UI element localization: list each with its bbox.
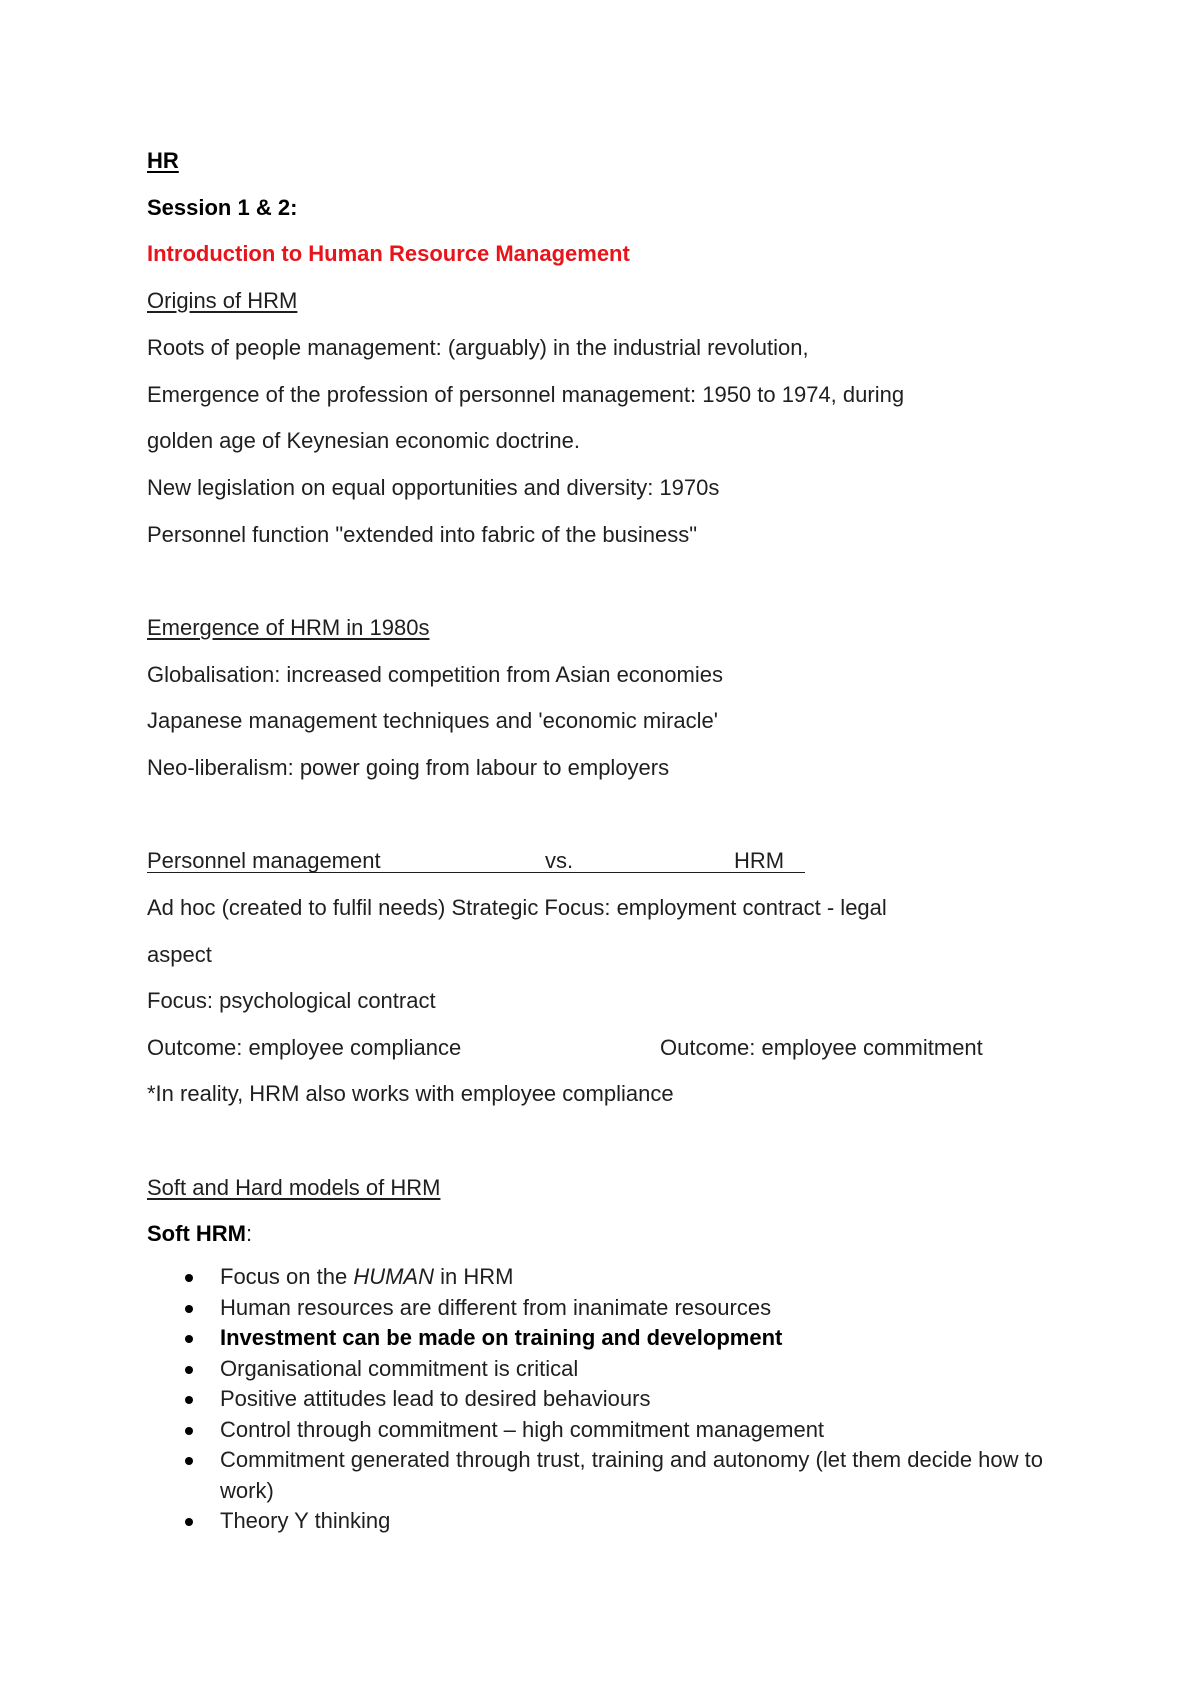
bullet-icon [185,1518,193,1526]
list-item [147,1293,1087,1324]
origins-line-1: Roots of people management: (arguably) in the industrial revolution, [147,335,809,360]
bullet-icon [185,1274,193,1282]
emergence-heading: Emergence of HRM in 1980s [147,615,430,640]
comparison-note: *In reality, HRM also works with employee compliance [147,1081,674,1106]
bullet-text-2: Human resources are different from inanimate resources [220,1294,772,1320]
list-item [147,1323,1087,1354]
list-item [147,1445,1087,1506]
bullet-text-6: Control through commitment – high commitment management [220,1416,825,1442]
bullet-text-1a: Focus on the [220,1264,354,1289]
emergence-line-1: Globalisation: increased competition from Asian economies [147,662,723,687]
comparison-line-3: Focus: psychological contract [147,988,436,1013]
soft-hrm-label-row [147,1221,252,1247]
list-item [147,1354,1087,1385]
bullet-icon [185,1457,193,1465]
bullet-icon [185,1335,193,1343]
origins-line-3: golden age of Keynesian economic doctrine. [147,428,580,453]
origins-heading: Origins of HRM [147,288,298,313]
origins-line-4: New legislation on equal opportunities and diversity: 1970s [147,475,720,500]
bullet-icon [185,1366,193,1374]
session-heading: Session 1 & 2: [147,195,298,220]
outcome-compliance: Outcome: employee compliance [147,1035,462,1060]
bullet-icon [185,1305,193,1313]
outcome-commitment: Outcome: employee commitment [660,1035,983,1060]
list-item [147,1262,1087,1293]
doc-title: HR [147,148,179,173]
bullet-text-4: Organisational commitment is critical [220,1355,579,1381]
soft-hrm-list [147,1262,1087,1537]
soft-hrm-colon: : [245,1221,253,1246]
comparison-line-2: aspect [147,942,212,967]
comparison-line-1: Ad hoc (created to fulfil needs) Strategic Focus: employment contract - legal [147,895,887,920]
bullet-icon [185,1396,193,1404]
emergence-line-2: Japanese management techniques and 'economic miracle' [147,708,718,733]
topic-heading: Introduction to Human Resource Management [147,241,630,266]
bullet-icon [185,1427,193,1435]
origins-line-5: Personnel function "extended into fabric of the business" [147,522,698,547]
list-item [147,1415,1087,1446]
models-heading: Soft and Hard models of HRM [147,1175,441,1200]
emergence-line-3: Neo-liberalism: power going from labour to employers [147,755,670,780]
personnel-management-heading: Personnel management [147,848,381,873]
vs-label: vs. [545,848,574,873]
hrm-heading: HRM [734,848,785,873]
bullet-text-5: Positive attitudes lead to desired behaviours [220,1386,651,1411]
soft-hrm-label: Soft HRM [147,1221,246,1246]
origins-line-2: Emergence of the profession of personnel management: 1950 to 1974, during [147,382,905,407]
list-item [147,1384,1087,1415]
bullet-text-8: Theory Y thinking [220,1508,391,1533]
list-item [147,1506,1087,1537]
bullet-text-3: Investment can be made on training and development [220,1325,783,1350]
bullet-text-7: Commitment generated through trust, training and autonomy (let them decide how to work) [220,1447,1044,1503]
bullet-text-1-emphasis: HUMAN [353,1264,434,1289]
bullet-text-1b: in HRM [433,1264,514,1289]
